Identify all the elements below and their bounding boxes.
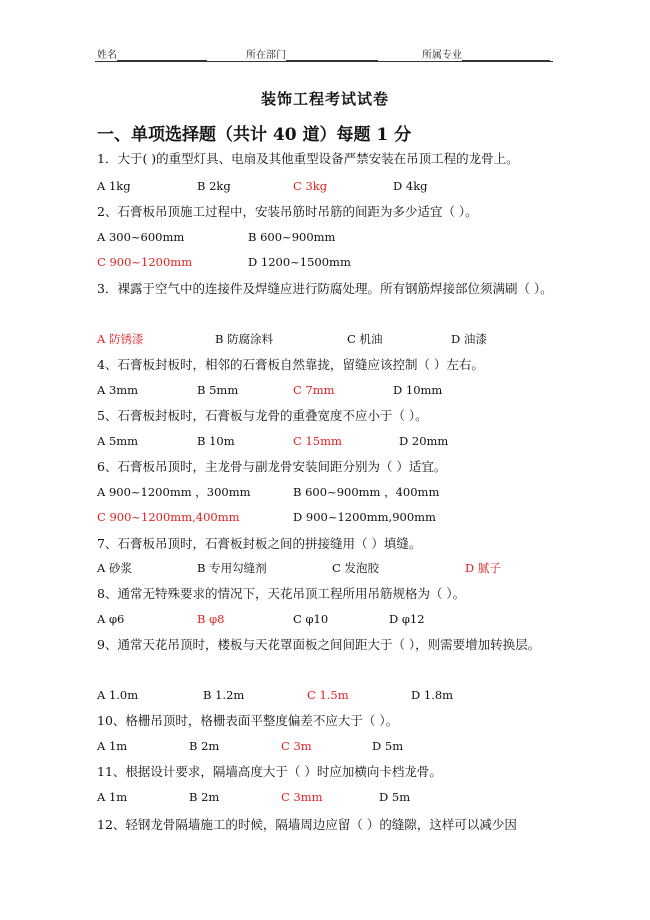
question-text: 2、石膏板吊顶施工过程中，安装吊筋时吊筋的间距为多少适宜（ ）。: [97, 204, 478, 219]
question-text: 7、石膏板吊顶时，石膏板封板之间的拼接缝用（ ）填缝。: [97, 536, 422, 551]
option-a[interactable]: A 1m: [97, 739, 128, 753]
dept-label: 所在部门: [246, 50, 286, 61]
header-rule: [95, 61, 553, 62]
major-field[interactable]: [422, 46, 550, 61]
option-c[interactable]: C 发泡胶: [332, 561, 379, 575]
option-a[interactable]: A 5mm: [97, 434, 139, 448]
option-d[interactable]: D 900~1200mm,900mm: [293, 510, 436, 524]
option-d[interactable]: D 1.8m: [411, 688, 454, 702]
name-blank[interactable]: [117, 50, 207, 61]
name-label: 姓名: [97, 50, 117, 61]
option-b[interactable]: B 600~900mm: [248, 230, 336, 244]
question-text: 1．大于( )的重型灯具、电扇及其他重型设备严禁安装在吊顶工程的龙骨上。: [97, 151, 519, 166]
option-b[interactable]: B 专用勾缝剂: [197, 561, 267, 575]
question-text: 11、根据设计要求，隔墙高度大于（ ）时应加横向卡档龙骨。: [97, 764, 442, 779]
option-b[interactable]: B 2m: [189, 790, 220, 804]
question-text: 10、格栅吊顶时，格栅表面平整度偏差不应大于（ ）。: [97, 713, 399, 728]
option-row: [97, 786, 557, 808]
option-d[interactable]: D 1200~1500mm: [248, 255, 351, 269]
exam-title: 装饰工程考试试卷: [260, 90, 389, 108]
option-b[interactable]: B 防腐涂料: [215, 332, 274, 346]
question-text: 4、石膏板封板时，相邻的石膏板自然靠拢，留缝应该控制（ ）左右。: [97, 357, 484, 372]
option-a[interactable]: A 砂浆: [97, 561, 132, 575]
option-row: [97, 175, 557, 197]
option-row: [97, 735, 557, 757]
section-heading: 一、单项选择题（共计 40 道）每题 1 分: [97, 125, 412, 145]
option-a[interactable]: A 3mm: [97, 383, 139, 397]
option-a[interactable]: A 1kg: [97, 179, 131, 193]
option-d[interactable]: D 5m: [379, 790, 411, 804]
option-row: [97, 328, 557, 350]
option-a[interactable]: A 300~600mm: [97, 230, 185, 244]
option-row: [97, 379, 557, 401]
option-d[interactable]: D 4kg: [393, 179, 428, 193]
option-row: [97, 608, 557, 630]
question-text: 3．裸露于空气中的连接件及焊缝应进行防腐处理。所有钢筋焊接部位须满刷（ ）。: [97, 281, 553, 296]
option-row: [97, 226, 557, 248]
option-c-correct[interactable]: C 3m: [281, 739, 312, 753]
option-c-correct[interactable]: C 900~1200mm: [97, 255, 193, 269]
option-b[interactable]: B 5mm: [197, 383, 239, 397]
question-text: 8、通常无特殊要求的情况下，天花吊顶工程所用吊筋规格为（ ）。: [97, 586, 466, 601]
option-b[interactable]: B 1.2m: [203, 688, 245, 702]
option-row: [97, 684, 557, 706]
option-d[interactable]: D 20mm: [399, 434, 449, 448]
option-c-correct[interactable]: C 15mm: [293, 434, 342, 448]
option-d[interactable]: D 10mm: [393, 383, 443, 397]
option-d[interactable]: D φ12: [389, 612, 425, 626]
option-row: [97, 506, 557, 528]
option-row: [97, 557, 557, 579]
option-c-correct[interactable]: C 900~1200mm,400mm: [97, 510, 240, 524]
option-d[interactable]: D 油漆: [451, 332, 487, 346]
option-a-correct[interactable]: A 防锈漆: [97, 332, 144, 346]
option-c-correct[interactable]: C 3kg: [293, 179, 328, 193]
option-row: [97, 251, 557, 273]
option-d-correct[interactable]: D 腻子: [465, 561, 501, 575]
option-a[interactable]: A 1.0m: [97, 688, 139, 702]
major-blank[interactable]: [462, 50, 550, 61]
question-text: 12、轻钢龙骨隔墙施工的时候，隔墙周边应留（ ）的缝隙，这样可以减少因: [97, 817, 517, 832]
dept-blank[interactable]: [286, 50, 378, 61]
dept-field[interactable]: [246, 46, 378, 61]
option-b-correct[interactable]: B φ8: [197, 612, 225, 626]
option-b[interactable]: B 600~900mm ，400mm: [293, 485, 440, 499]
option-c-correct[interactable]: C 1.5m: [307, 688, 349, 702]
question-text: 5、石膏板封板时，石膏板与龙骨的重叠宽度不应小于（ ）。: [97, 408, 428, 423]
option-row: [97, 430, 557, 452]
option-a[interactable]: A 1m: [97, 790, 128, 804]
option-row: [97, 481, 557, 503]
question-text: 6、石膏板吊顶时，主龙骨与副龙骨安装间距分别为（ ）适宜。: [97, 459, 447, 474]
option-c-correct[interactable]: C 3mm: [281, 790, 323, 804]
option-c[interactable]: C 机油: [347, 332, 383, 346]
option-a[interactable]: A φ6: [97, 612, 125, 626]
option-c-correct[interactable]: C 7mm: [293, 383, 335, 397]
option-d[interactable]: D 5m: [372, 739, 404, 753]
option-b[interactable]: B 2kg: [197, 179, 231, 193]
major-label: 所属专业: [422, 50, 462, 61]
name-field[interactable]: [97, 46, 207, 61]
option-a[interactable]: A 900~1200mm ，300mm: [97, 485, 251, 499]
option-b[interactable]: B 10m: [197, 434, 235, 448]
question-text: 9、通常天花吊顶时，楼板与天花罩面板之间间距大于（ ），则需要增加转换层。: [97, 637, 541, 652]
option-c[interactable]: C φ10: [293, 612, 329, 626]
option-b[interactable]: B 2m: [189, 739, 220, 753]
